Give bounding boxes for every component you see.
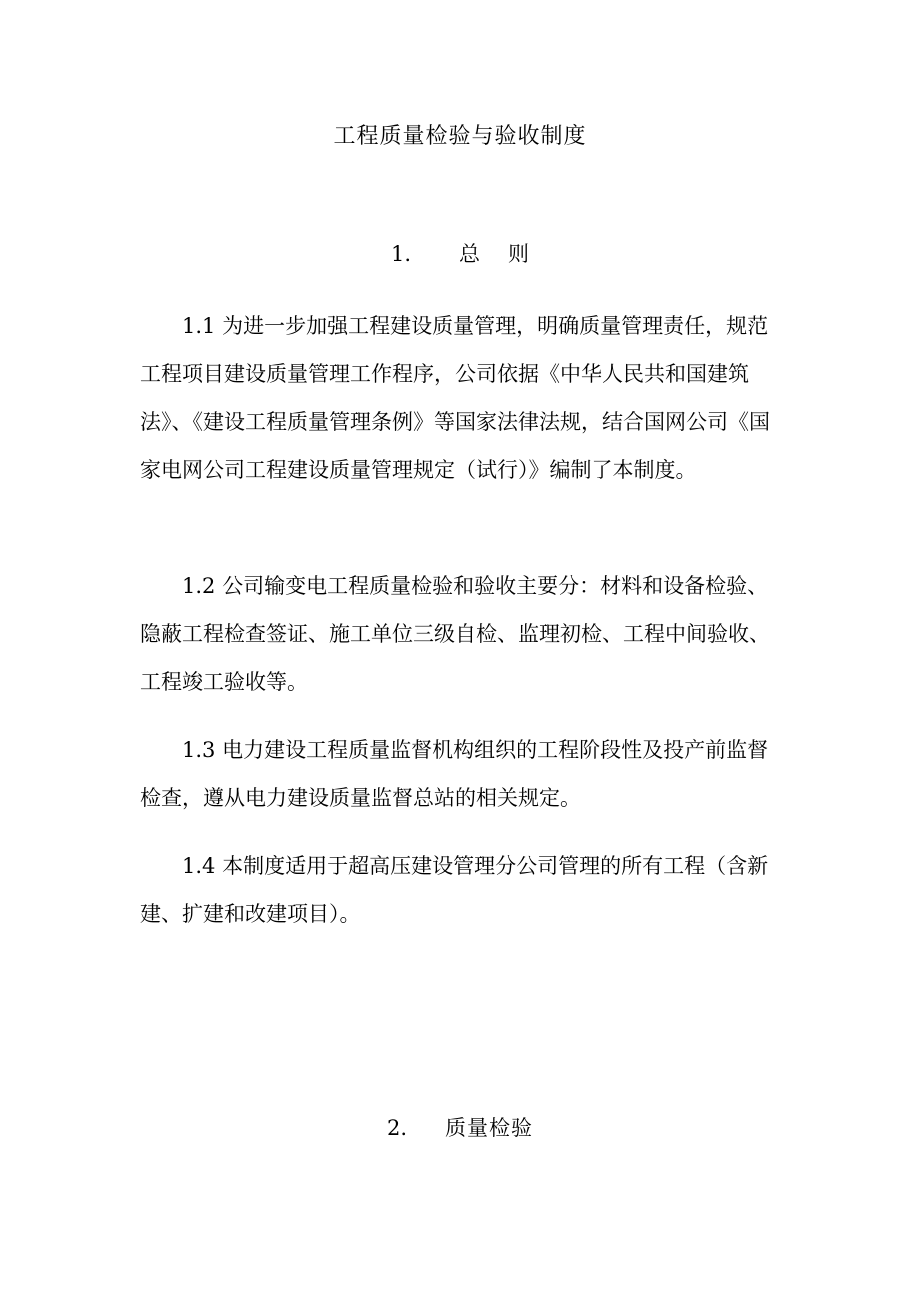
section-heading-general [0,238,920,270]
section-title: 质量检验 [445,1116,534,1140]
section-title: 总则 [459,242,558,266]
section-heading-quality-inspection [0,1112,920,1144]
paragraph-1-4: 1.4 本制度适用于超高压建设管理分公司管理的所有工程（含新建、扩建和改建项目）。 [140,854,769,926]
section-number: 2. [386,1116,408,1140]
document-title: 工程质量检验与验收制度 [333,124,587,149]
paragraph-1-2: 1.2 公司输变电工程质量检验和验收主要分：材料和设备检验、隐蔽工程检查签证、施工单位三级自检、监理初检、工程中间验收、工程竣工验收等。 [140,574,770,694]
paragraph-1-3: 1.3 电力建设工程质量监督机构组织的工程阶段性及投产前监督检查，遵从电力建设质量监督总站的相关规定。 [140,738,769,810]
paragraph-1-1: 1.1 为进一步加强工程建设质量管理，明确质量管理责任，规范工程项目建设质量管理工作程序，公司依据《中华人民共和国建筑法》、《建设工程质量管理条例》等国家法律法规，结合国网公司《国家电网公司工程建设质量管理规定（试行）》编制了本制度。 [140,314,770,482]
section-number: 1. [390,242,412,266]
